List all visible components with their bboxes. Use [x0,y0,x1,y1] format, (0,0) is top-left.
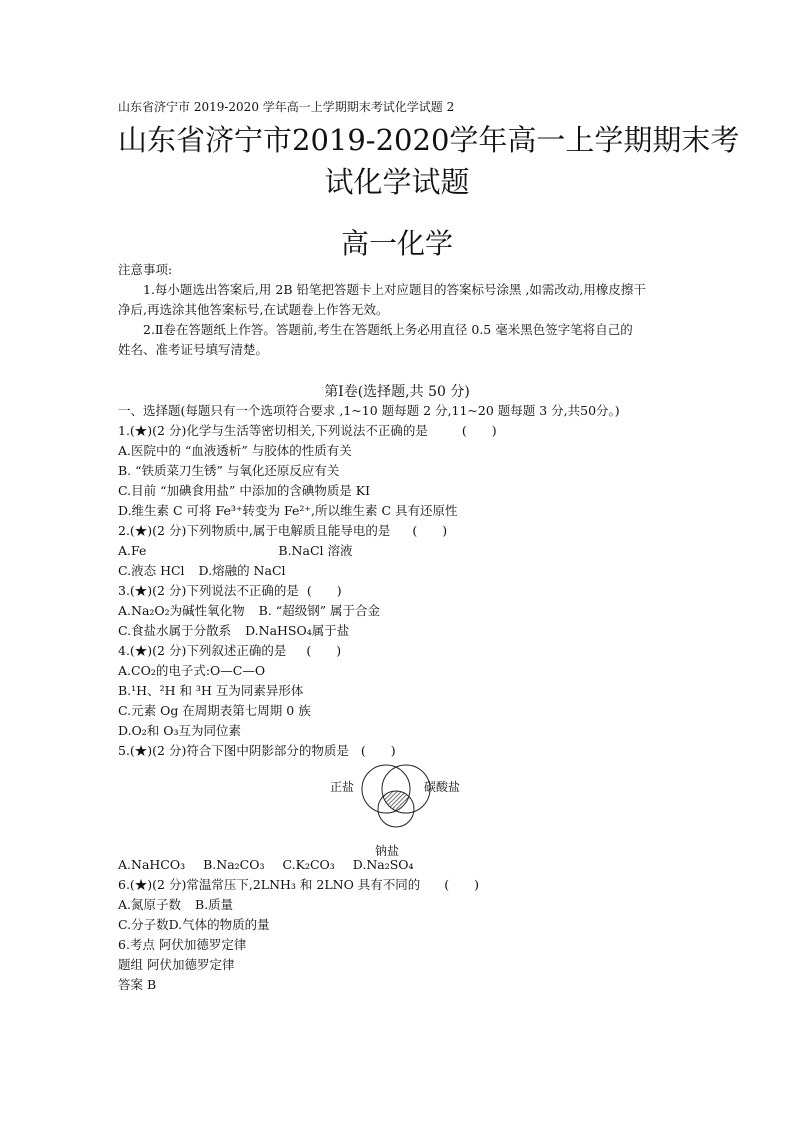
answer-paren: ( ) [412,523,448,538]
question-3-options-cd [118,621,678,641]
header-line: 山东省济宁市 2019-2020 学年高一上学期期末考试化学试题 2 [118,100,455,114]
question-6-group: 题组 阿伏加德罗定律 [118,957,235,972]
option-b: B.Na₂CO₃ [203,857,265,872]
question-4-option-b: B.¹H、²H 和 ³H 互为同素异形体 [118,683,304,698]
questions-body [118,401,678,995]
question-1-option-b: B. “铁质菜刀生锈” 与氧化还原反应有关 [118,463,340,478]
question-4-option-d: D.O₂和 O₃互为同位素 [118,723,242,738]
section-description: 一、选择题(每题只有一个选项符合要求 ,1~10 题每题 2 分,11~20 题每题 3 分,共50分。) [118,403,620,418]
venn-circles [338,761,461,845]
answer-paren: ( ) [444,877,480,892]
notes-heading: 注意事项: [118,262,173,277]
question-1-option-a: A.医院中的 “血液透析” 与胶体的性质有关 [118,443,352,458]
option-c: C.食盐水属于分散系 [118,623,232,638]
question-6-options-cd [118,915,678,935]
venn-label-left: 正盐 [330,780,355,794]
question-4-option-c: C.元素 Og 在周期表第七周期 0 族 [118,703,311,718]
venn-diagram [118,761,678,858]
venn-label-bottom: 钠盐 [375,844,400,858]
option-b: B.质量 [195,897,234,912]
option-c: C.分子数 [118,917,169,932]
notes-item2-line1: 2.Ⅱ卷在答题纸上作答。答题前,考生在答题纸上务必用直径 0.5 毫米黑色签字笔将自己的 [143,322,633,337]
question-stem-text: 4.(★)(2 分)下列叙述正确的是 [118,643,287,658]
question-4-option-a: A.CO₂的电子式:O—C—O [118,663,266,678]
venn-label-right: 碳酸盐 [424,780,461,794]
option-b: B. “超级钢” 属于合金 [258,603,381,618]
option-d: D.NaHSO₄属于盐 [245,623,350,638]
notes-block [118,260,678,360]
answer-paren: ( ) [461,423,497,438]
option-c: C.K₂CO₃ [282,857,335,872]
question-stem-text: 3.(★)(2 分)下列说法不正确的是 [118,583,299,598]
option-c: C.液态 HCl [118,563,185,578]
option-a: A.氮原子数 [118,897,182,912]
question-6-topic: 6.考点 阿伏加德罗定律 [118,937,247,952]
question-1-stem [118,421,678,441]
venn-circle-right [382,765,430,813]
venn-circle-left [362,765,410,813]
question-1-option-c: C.目前 “加碘食用盐” 中添加的含碘物质是 KI [118,483,371,498]
section-title: 第Ⅰ卷(选择题,共 50 分) [324,384,470,400]
answer-paren: ( ) [306,643,342,658]
question-6-stem [118,875,678,895]
question-6-answer: 答案 B [118,977,157,992]
page-subtitle: 高一化学 [340,227,453,260]
question-stem-text: 5.(★)(2 分)符合下图中阴影部分的物质是 [118,743,349,758]
answer-paren: ( ) [360,743,396,758]
option-a: A.Fe [118,543,147,558]
question-4-stem [118,641,678,661]
option-d: D.熔融的 NaCl [198,563,286,578]
question-5-stem [118,741,678,761]
question-3-options-ab [118,601,678,621]
question-stem-text: 2.(★)(2 分)下列物质中,属于电解质且能导电的是 [118,523,391,538]
option-b: B.NaCl 溶液 [278,543,353,558]
option-a: A.Na₂O₂为碱性氧化物 [118,603,245,618]
question-2-stem [118,521,678,541]
question-stem-text: 6.(★)(2 分)常温常压下,2LNH₃ 和 2LNO 具有不同的 [118,877,421,892]
notes-item2-line2: 姓名、准考证号填写清楚。 [118,342,269,357]
notes-item1-line2: 净后,再选涂其他答案标号,在试题卷上作答无效。 [118,302,389,317]
question-6-options-ab [118,895,678,915]
page-title-line2: 试化学试题 [324,165,470,199]
question-2-options-cd [118,561,678,581]
answer-paren: ( ) [306,583,342,598]
option-d: D.气体的物质的量 [168,917,270,932]
option-d: D.Na₂SO₄ [352,857,414,872]
notes-item1-line1: 1.每小题选出答案后,用 2B 铅笔把答题卡上对应题目的答案标号涂黑 ,如需改动,用橡皮擦干 [143,282,646,297]
question-3-stem [118,581,678,601]
question-1-option-d: D.维生素 C 可将 Fe³⁺转变为 Fe²⁺,所以维生素 C 具有还原性 [118,503,458,518]
option-a: A.NaHCO₃ [118,857,186,872]
question-stem-text: 1.(★)(2 分)化学与生活等密切相关,下列说法不正确的是 [118,423,428,438]
page-title-line1: 山东省济宁市2019-2020学年高一上学期期末考 [118,123,740,157]
question-2-options-ab [118,541,678,561]
